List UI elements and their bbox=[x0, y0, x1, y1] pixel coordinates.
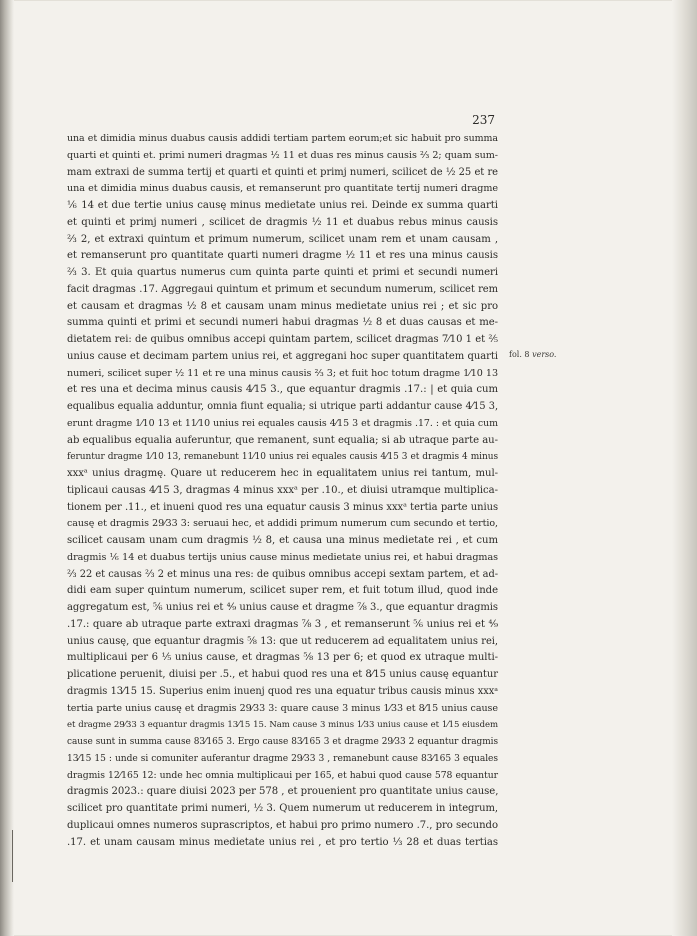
text-line: erunt dragme 1⁄10 13 et 11⁄10 unius rei equales causis 4⁄15 3 et dragmis .17. : et quia cum bbox=[67, 417, 498, 429]
text-line: et dragme 29⁄33 3 equantur dragmis 13⁄15 15. Nam cause 3 minus 1⁄33 unius cause et 1⁄15 eiusdem bbox=[67, 720, 498, 731]
text-line: dietatem rei: de quibus omnibus accepi quintam partem, scilicet dragmas 7⁄10 1 et ⅖ bbox=[67, 334, 498, 345]
page-edge-shadow bbox=[672, 0, 697, 936]
text-line: ⅔ 22 et causas ⅔ 2 et minus una res: de quibus omnibus accepi sextam partem, et ad- bbox=[67, 568, 498, 580]
margin-note-side: verso. bbox=[532, 350, 557, 359]
text-line: unius causę, que equantur dragmis ⅝ 13: que ut reducerem ad equalitatem unius rei, bbox=[67, 635, 498, 647]
text-line: xxxᵃ unius dragmę. Quare ut reducerem hec in equalitatem unius rei tantum, mul- bbox=[67, 468, 498, 479]
text-line: cause sunt in summa cause 83⁄165 3. Ergo cause 83⁄165 3 et dragme 29⁄33 2 equantur dragmis bbox=[67, 737, 498, 747]
text-line: scilicet causam unam cum dragmis ½ 8, et causa una minus medietate rei , et cum bbox=[67, 535, 498, 546]
text-line: tionem per .11., et inueni quod res una equatur causis 3 minus xxxᵃ tertia parte unius bbox=[67, 501, 498, 513]
text-line: dragmis 13⁄15 15. Superius enim inuenj quod res una equatur tribus causis minus xxxᵃ bbox=[67, 685, 498, 697]
text-line: dragmis 12⁄165 12: unde hec omnia multiplicaui per 165, et habui quod cause 578 equantur bbox=[67, 769, 498, 781]
text-line: ⅔ 2, et extraxi quintum et primum numerum, scilicet unam rem et unam causam , bbox=[67, 233, 498, 245]
text-line: causę et dragmis 29⁄33 3: seruaui hec, et addidi primum numerum cum secundo et tertio, bbox=[67, 518, 498, 530]
text-line: et causam et dragmas ½ 8 et causam unam minus medietate unius rei ; et sic pro bbox=[67, 300, 498, 312]
text-line: multiplicaui per 6 ⅕ unius cause, et dragmas ⅝ 13 per 6; et quod ex utraque multi- bbox=[67, 652, 498, 664]
text-line: .17.: quare ab utraque parte extraxi dragmas ⅞ 3 , et remanserunt ⅚ unius rei et ⁴⁄₉ bbox=[67, 618, 498, 630]
text-line: ⅔ 3. Et quia quartus numerus cum quinta parte quinti et primi et secundi numeri bbox=[67, 267, 498, 278]
margin-note-folio: fol. 8 bbox=[509, 350, 530, 359]
text-line: et quinti et primj numeri , scilicet de dragmis ½ 11 et duabus rebus minus causis bbox=[67, 216, 498, 228]
text-line: una et dimidia minus duabus causis addidi tertiam partem eorum;et sic habuit pro summa bbox=[67, 133, 498, 144]
text-line: feruntur dragme 1⁄10 13, remanebunt 11⁄10 unius rei equales causis 4⁄15 3 et dragmis 4 minus bbox=[67, 452, 498, 463]
text-line: facit dragmas .17. Aggregaui quintum et primum et secundum numerum, scilicet rem bbox=[67, 283, 498, 295]
text-line: plicatione peruenit, diuisi per .5., et habui quod res una et 8⁄15 unius causę equantur bbox=[67, 669, 498, 680]
gutter-mark bbox=[12, 830, 13, 882]
text-line: unius cause et decimam partem unius rei, et aggregani hoc super quantitatem quarti bbox=[67, 350, 498, 362]
text-line: ⅙ 14 et due tertie unius causę minus medietate unius rei. Deinde ex summa quarti bbox=[67, 200, 498, 211]
text-line: quarti et quinti et. primi numeri dragmas ½ 11 et duas res minus causis ⅔ 2; quam sum- bbox=[67, 149, 498, 161]
page-gutter-shadow bbox=[0, 0, 14, 936]
text-line: dragmis 2023.: quare diuisi 2023 per 578 , et prouenient pro quantitate unius cause, bbox=[67, 786, 499, 798]
text-line: ab equalibus equalia auferuntur, que remanent, sunt equalia; si ab utraque parte au- bbox=[67, 434, 498, 446]
text-line: tiplicaui causas 4⁄15 3, dragmas 4 minus xxxᵃ per .10., et diuisi utramque multiplica- bbox=[67, 484, 498, 496]
text-line: dragmis ⅙ 14 et duabus tertijs unius cause minus medietate unius rei, et habui dragmas bbox=[67, 551, 498, 563]
text-line: .17. et unam causam minus medietate unius rei , et pro tertio ⅓ 28 et duas tertias bbox=[67, 836, 498, 848]
text-line: equalibus equalia adduntur, omnia fiunt equalia; si utrique parti addantur cause 4⁄15 3, bbox=[67, 401, 498, 412]
text-line: mam extraxi de summa tertij et quarti et quinti et primj numeri, scilicet de ½ 25 et re bbox=[67, 166, 498, 178]
text-line: tertia parte unius causę et dragmis 29⁄33 3: quare cause 3 minus 1⁄33 et 8⁄15 unius cause bbox=[67, 702, 498, 714]
body-text bbox=[67, 131, 498, 851]
text-line: et remanserunt pro quantitate quarti numeri dragme ½ 11 et res una minus causis bbox=[67, 250, 498, 262]
text-line: numeri, scilicet super ½ 11 et re una minus causis ⅔ 3; et fuit hoc totum dragme 1⁄10 13 bbox=[67, 367, 498, 379]
page-number: 237 bbox=[472, 113, 495, 127]
text-line: aggregatum est, ⅚ unius rei et ⁴⁄₉ unius cause et dragme ⅞ 3., que equantur dragmis bbox=[67, 602, 498, 613]
text-line: 13⁄15 15 : unde si comuniter auferantur dragme 29⁄33 3 , remanebunt cause 83⁄165 3 equales bbox=[67, 753, 498, 764]
text-line: didi eam super quintum numerum, scilicet super rem, et fuit totum illud, quod inde bbox=[67, 585, 498, 597]
margin-note bbox=[509, 350, 556, 359]
text-line: una et dimidia minus duabus causis, et remanserunt pro quantitate tertij numeri dragme bbox=[67, 183, 498, 195]
text-line: summa quinti et primi et secundi numeri habui dragmas ½ 8 et duas causas et me- bbox=[67, 317, 498, 329]
text-line: scilicet pro quantitate primi numeri, ½ 3. Quem numerum ut reducerem in integrum, bbox=[67, 803, 498, 814]
text-line: et res una et decima minus causis 4⁄15 3., que equantur dragmis .17.: | et quia cum bbox=[67, 384, 498, 396]
text-line: duplicaui omnes numeros suprascriptos, et habui pro primo numero .7., pro secundo bbox=[67, 819, 498, 831]
